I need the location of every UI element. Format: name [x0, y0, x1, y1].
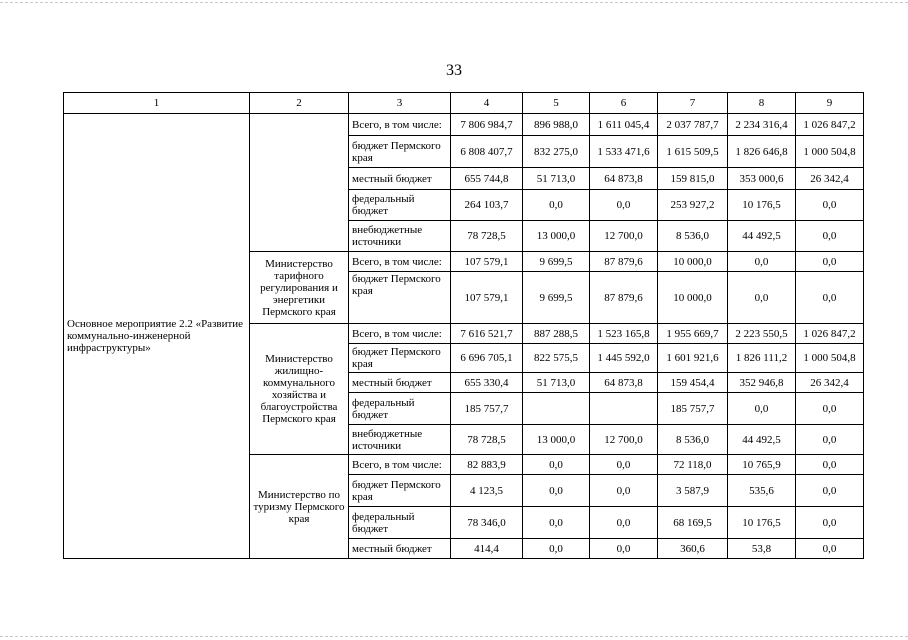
table-row: [64, 114, 864, 136]
value-cell: 0,0: [796, 272, 864, 324]
value-cell: 12 700,0: [590, 221, 658, 252]
page-number: 33: [446, 62, 462, 79]
source-cell: федеральный бюджет: [349, 190, 451, 221]
column-header: 4: [451, 93, 523, 114]
value-cell: 1 000 504,8: [796, 136, 864, 168]
value-cell: 1 611 045,4: [590, 114, 658, 136]
source-cell: местный бюджет: [349, 373, 451, 393]
value-cell: 0,0: [590, 475, 658, 507]
source-cell: местный бюджет: [349, 539, 451, 559]
value-cell: 0,0: [796, 252, 864, 272]
source-cell: Всего, в том числе:: [349, 455, 451, 475]
value-cell: 44 492,5: [728, 425, 796, 455]
value-cell: 10 765,9: [728, 455, 796, 475]
value-cell: 10 176,5: [728, 190, 796, 221]
value-cell: 6 808 407,7: [451, 136, 523, 168]
value-cell: 0,0: [728, 393, 796, 425]
value-cell: 51 713,0: [523, 373, 590, 393]
value-cell: 2 037 787,7: [658, 114, 728, 136]
value-cell: 360,6: [658, 539, 728, 559]
source-cell: федеральный бюджет: [349, 393, 451, 425]
ministry-name: Министерство по туризму Пермского края: [250, 455, 349, 559]
value-cell: 0,0: [796, 190, 864, 221]
value-cell: 655 744,8: [451, 168, 523, 190]
value-cell: 1 826 111,2: [728, 344, 796, 373]
source-cell: бюджет Пермского края: [349, 136, 451, 168]
value-cell: 10 176,5: [728, 507, 796, 539]
value-cell: 1 523 165,8: [590, 324, 658, 344]
value-cell: 0,0: [523, 455, 590, 475]
value-cell: 896 988,0: [523, 114, 590, 136]
source-cell: бюджет Пермского края: [349, 272, 451, 324]
value-cell: 8 536,0: [658, 425, 728, 455]
value-cell: 6 696 705,1: [451, 344, 523, 373]
value-cell: 1 826 646,8: [728, 136, 796, 168]
value-cell: 353 000,6: [728, 168, 796, 190]
value-cell: 7 806 984,7: [451, 114, 523, 136]
value-cell: 0,0: [796, 455, 864, 475]
source-cell: Всего, в том числе:: [349, 252, 451, 272]
value-cell: 4 123,5: [451, 475, 523, 507]
value-cell: 12 700,0: [590, 425, 658, 455]
ministry-name: [250, 114, 349, 252]
value-cell: 44 492,5: [728, 221, 796, 252]
value-cell: 1 615 509,5: [658, 136, 728, 168]
value-cell: 9 699,5: [523, 252, 590, 272]
value-cell: 0,0: [590, 455, 658, 475]
value-cell: 352 946,8: [728, 373, 796, 393]
value-cell: [590, 393, 658, 425]
value-cell: 0,0: [590, 539, 658, 559]
source-cell: Всего, в том числе:: [349, 114, 451, 136]
value-cell: 1 955 669,7: [658, 324, 728, 344]
column-header: 2: [250, 93, 349, 114]
value-cell: 1 026 847,2: [796, 114, 864, 136]
source-cell: Всего, в том числе:: [349, 324, 451, 344]
value-cell: 253 927,2: [658, 190, 728, 221]
value-cell: 26 342,4: [796, 168, 864, 190]
source-cell: внебюджетные источники: [349, 221, 451, 252]
value-cell: 0,0: [728, 272, 796, 324]
value-cell: [523, 393, 590, 425]
column-header: 3: [349, 93, 451, 114]
value-cell: 10 000,0: [658, 272, 728, 324]
value-cell: 159 454,4: [658, 373, 728, 393]
value-cell: 159 815,0: [658, 168, 728, 190]
value-cell: 0,0: [523, 507, 590, 539]
value-cell: 51 713,0: [523, 168, 590, 190]
value-cell: 0,0: [728, 252, 796, 272]
event-name: Основное мероприятие 2.2 «Развитие коммунально-инженерной инфраструктуры»: [64, 114, 250, 559]
value-cell: 2 234 316,4: [728, 114, 796, 136]
value-cell: 2 223 550,5: [728, 324, 796, 344]
column-header: 8: [728, 93, 796, 114]
value-cell: 0,0: [796, 221, 864, 252]
value-cell: 7 616 521,7: [451, 324, 523, 344]
ministry-name: Министерство жилищно-коммунального хозяйства и благоустройства Пермского края: [250, 324, 349, 455]
value-cell: 64 873,8: [590, 373, 658, 393]
value-cell: 68 169,5: [658, 507, 728, 539]
value-cell: 185 757,7: [451, 393, 523, 425]
source-cell: бюджет Пермского края: [349, 475, 451, 507]
value-cell: 0,0: [796, 393, 864, 425]
column-header: 5: [523, 93, 590, 114]
value-cell: 78 728,5: [451, 221, 523, 252]
ministry-name: Министерство тарифного регулирования и энергетики Пермского края: [250, 252, 349, 324]
top-edge-line: [0, 2, 908, 3]
value-cell: 1 445 592,0: [590, 344, 658, 373]
value-cell: 1 000 504,8: [796, 344, 864, 373]
value-cell: 64 873,8: [590, 168, 658, 190]
value-cell: 0,0: [590, 507, 658, 539]
value-cell: 0,0: [523, 190, 590, 221]
value-cell: 26 342,4: [796, 373, 864, 393]
value-cell: 8 536,0: [658, 221, 728, 252]
source-cell: местный бюджет: [349, 168, 451, 190]
value-cell: 87 879,6: [590, 252, 658, 272]
value-cell: 822 575,5: [523, 344, 590, 373]
value-cell: 0,0: [796, 425, 864, 455]
value-cell: 82 883,9: [451, 455, 523, 475]
value-cell: 1 026 847,2: [796, 324, 864, 344]
value-cell: 0,0: [796, 507, 864, 539]
value-cell: 0,0: [796, 539, 864, 559]
value-cell: 414,4: [451, 539, 523, 559]
value-cell: 0,0: [523, 539, 590, 559]
source-cell: бюджет Пермского края: [349, 344, 451, 373]
value-cell: 0,0: [523, 475, 590, 507]
budget-table: [63, 92, 864, 559]
value-cell: 1 533 471,6: [590, 136, 658, 168]
value-cell: 53,8: [728, 539, 796, 559]
value-cell: 87 879,6: [590, 272, 658, 324]
value-cell: 832 275,0: [523, 136, 590, 168]
value-cell: 13 000,0: [523, 221, 590, 252]
value-cell: 185 757,7: [658, 393, 728, 425]
column-header: 7: [658, 93, 728, 114]
value-cell: 10 000,0: [658, 252, 728, 272]
column-header: 6: [590, 93, 658, 114]
column-header: 1: [64, 93, 250, 114]
value-cell: 78 346,0: [451, 507, 523, 539]
column-header: 9: [796, 93, 864, 114]
value-cell: 1 601 921,6: [658, 344, 728, 373]
value-cell: 9 699,5: [523, 272, 590, 324]
value-cell: 264 103,7: [451, 190, 523, 221]
bottom-edge-line: [0, 636, 908, 637]
value-cell: 13 000,0: [523, 425, 590, 455]
value-cell: 107 579,1: [451, 272, 523, 324]
source-cell: внебюджетные источники: [349, 425, 451, 455]
value-cell: 0,0: [796, 475, 864, 507]
source-cell: федеральный бюджет: [349, 507, 451, 539]
value-cell: 535,6: [728, 475, 796, 507]
value-cell: 3 587,9: [658, 475, 728, 507]
value-cell: 655 330,4: [451, 373, 523, 393]
value-cell: 107 579,1: [451, 252, 523, 272]
value-cell: 78 728,5: [451, 425, 523, 455]
value-cell: 887 288,5: [523, 324, 590, 344]
value-cell: 0,0: [590, 190, 658, 221]
header-row: [64, 93, 864, 114]
value-cell: 72 118,0: [658, 455, 728, 475]
